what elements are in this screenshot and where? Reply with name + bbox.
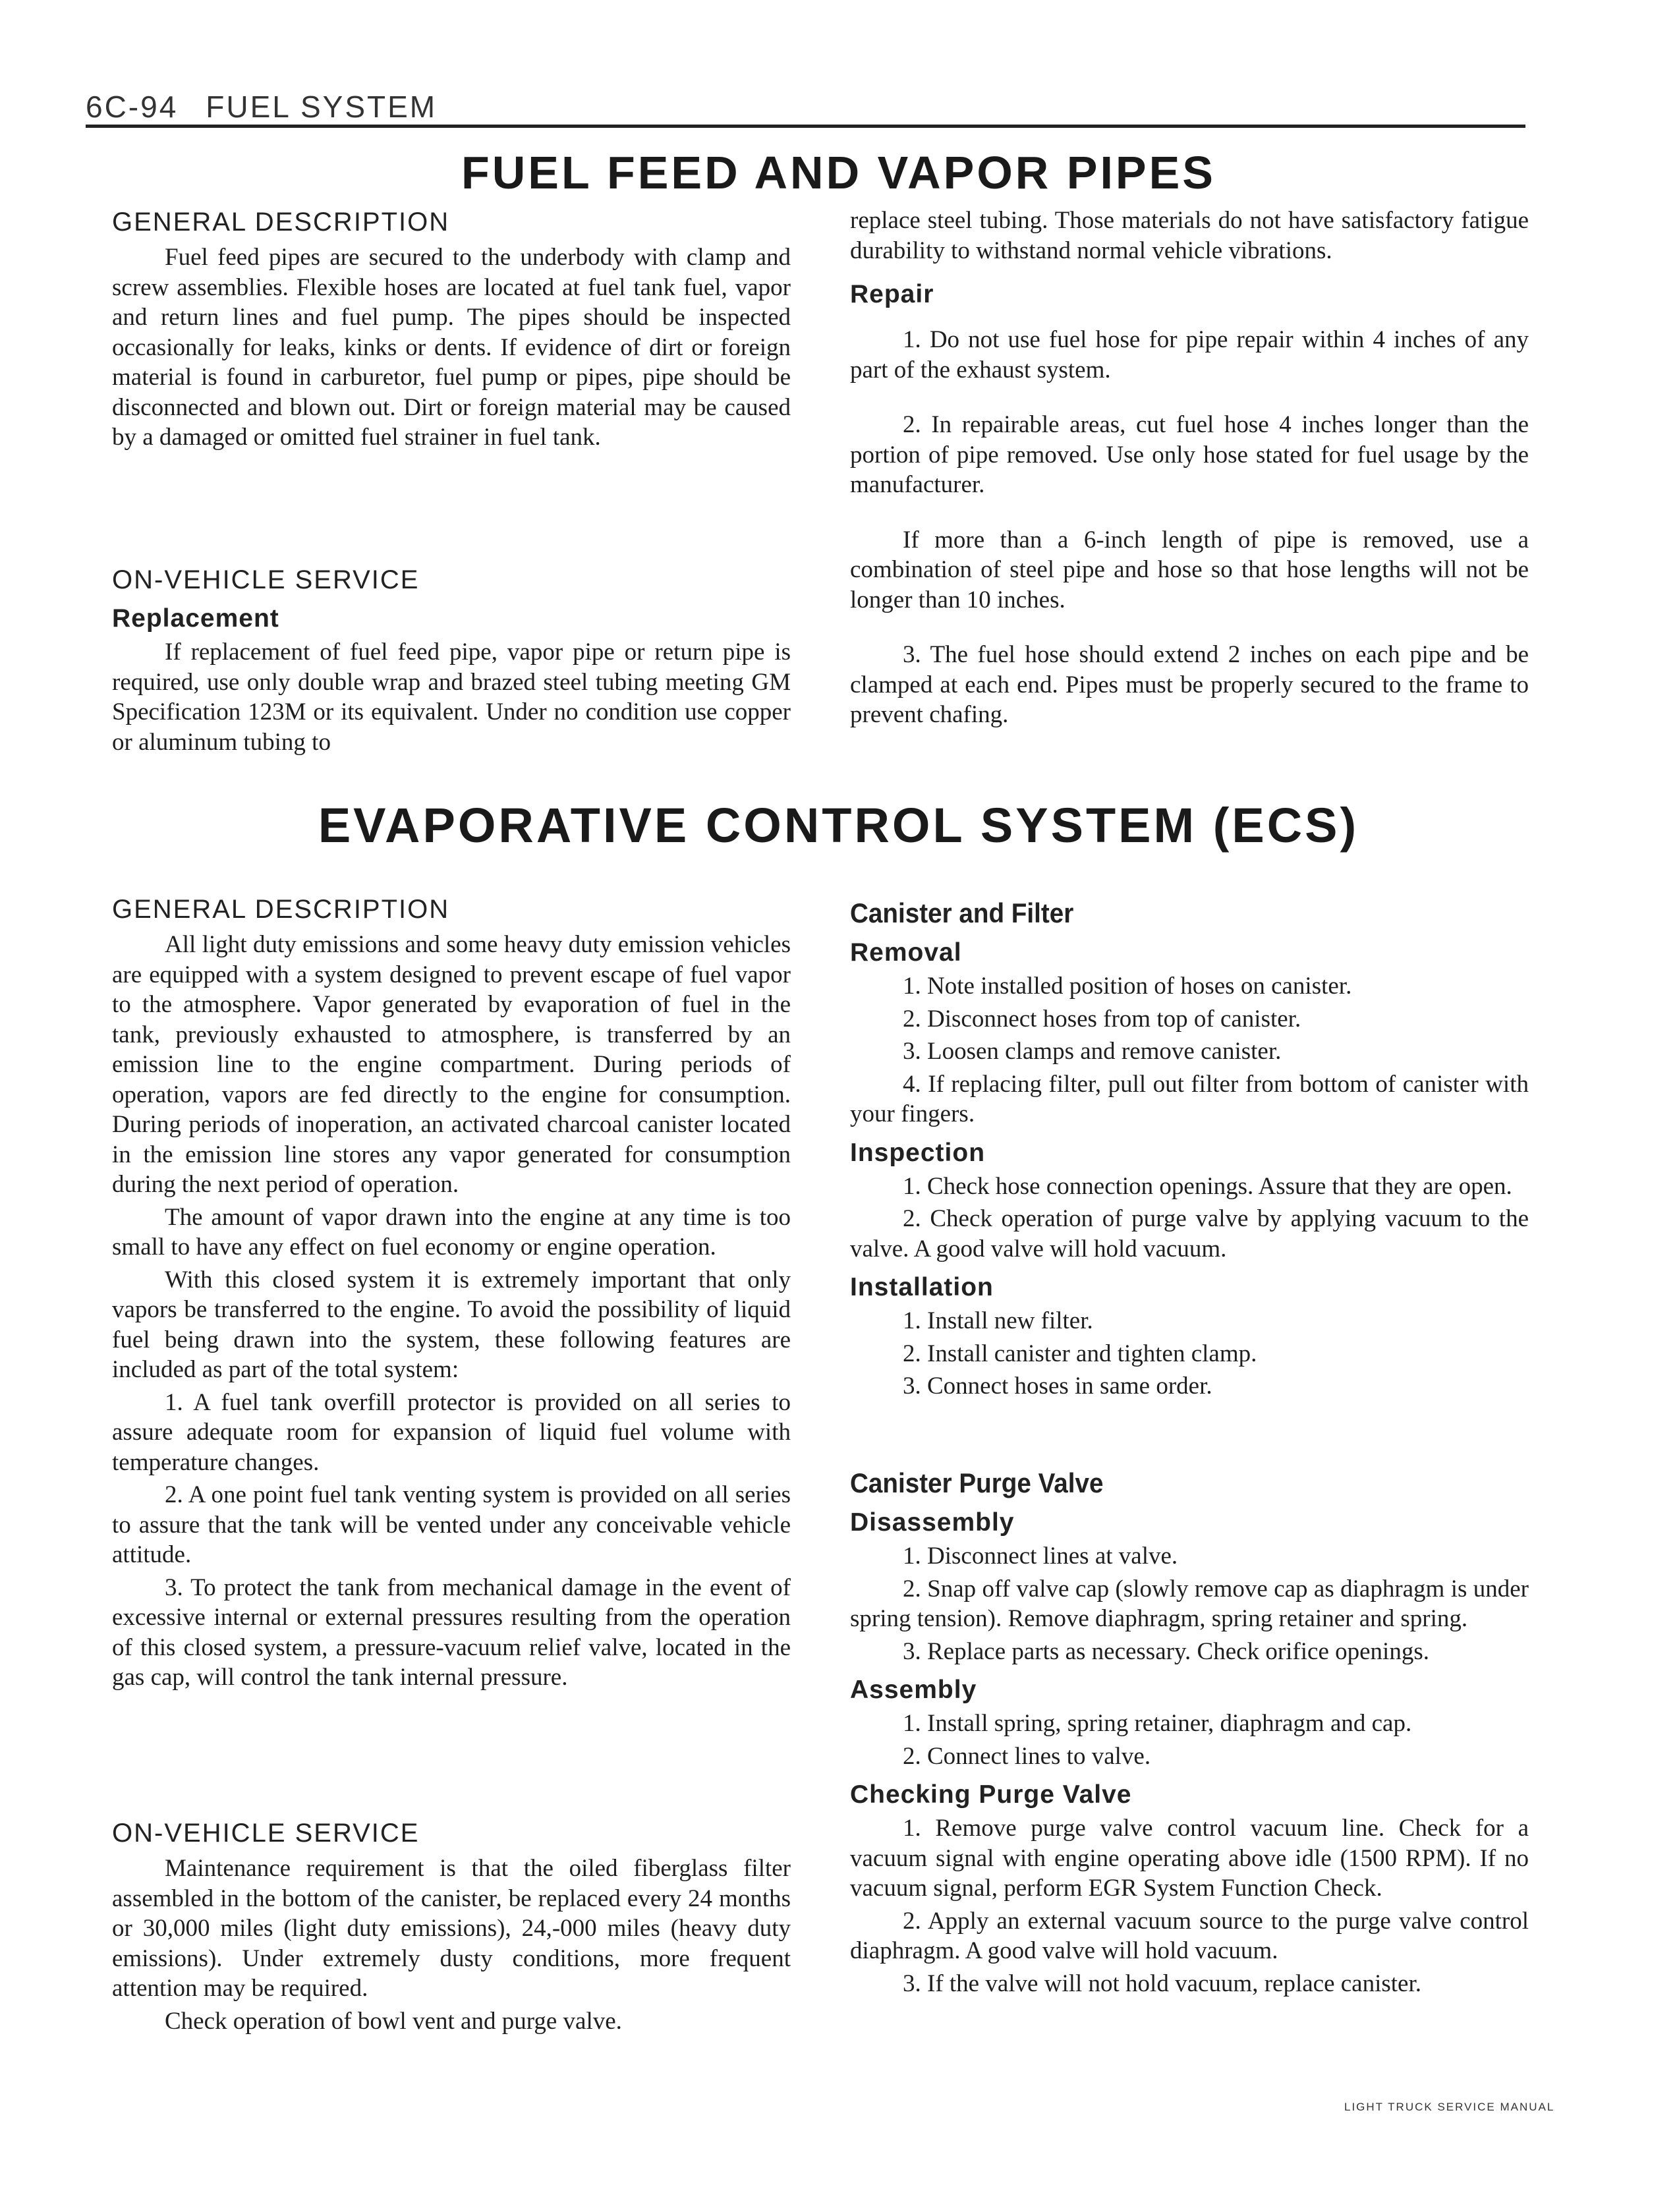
heading-replacement: Replacement	[112, 604, 279, 633]
list-item: 2. A one point fuel tank venting system is provided on all series to assure that the tank will be vented under any conceivable vehicle attitude.	[112, 1481, 791, 1568]
heading-canister-purge-valve: Canister Purge Valve	[850, 1467, 1104, 1498]
s1-left-column	[112, 208, 791, 455]
list-item: 1. Install new filter.	[903, 1307, 1093, 1334]
heading-canister-and-filter: Canister and Filter	[850, 897, 1074, 928]
list-item: 3. Connect hoses in same order.	[903, 1373, 1212, 1400]
list-item: 2. In repairable areas, cut fuel hose 4 inches longer than the portion of pipe removed. Use only hose stated for fuel usage by the manufacturer.	[850, 411, 1529, 498]
heading-installation: Installation	[850, 1273, 994, 1301]
list-item: 1. Disconnect lines at valve.	[903, 1543, 1178, 1570]
list-item: 1. Do not use fuel hose for pipe repair within 4 inches of any part of the exhaust system.	[850, 326, 1529, 383]
list-item: 1. A fuel tank overfill protector is provided on all series to assure adequate room for expansion of liquid fuel volume with temperature changes.	[112, 1388, 791, 1476]
page-number: 6C-94	[86, 90, 179, 124]
heading-on-vehicle-service: ON-VEHICLE SERVICE	[112, 1819, 420, 1848]
section-name: FUEL SYSTEM	[206, 90, 438, 124]
paragraph: Maintenance requirement is that the oiled fiberglass filter assembled in the bottom of the canister, be replaced every 24 months or 30,000 miles (light duty emissions), 24,-000 miles (heavy duty emissions). Under extremely dusty conditions, more frequent attention may be required.	[112, 1855, 791, 2002]
paragraph: With this closed system it is extremely important that only vapors be transferred to the engine. To avoid the possibility of liquid fuel being drawn into the system, these following features are included as part of the total system:	[112, 1266, 791, 1383]
list-item: 2. Install canister and tighten clamp.	[903, 1340, 1257, 1367]
paragraph: If more than a 6-inch length of pipe is removed, use a combination of steel pipe and hose so that hose lengths will not be longer than 10 inches.	[850, 526, 1529, 613]
paragraph: Fuel feed pipes are secured to the underbody with clamp and screw assemblies. Flexible hoses are located at fuel tank fuel, vapor and return lines and fuel pump. The pipes should be inspected occasionally for leaks, kinks or dents. If evidence of dirt or foreign material is found in carburetor, fuel pump or pipes, pipe should be disconnected and blown out. Dirt or foreign material may be caused by a damaged or omitted fuel strainer in fuel tank.	[112, 244, 791, 451]
list-item: 3. The fuel hose should extend 2 inches on each pipe and be clamped at each end. Pipes must be properly secured to the frame to prevent chafing.	[850, 641, 1529, 728]
section-title-ecs: EVAPORATIVE CONTROL SYSTEM (ECS)	[318, 798, 1359, 853]
paragraph: If replacement of fuel feed pipe, vapor pipe or return pipe is required, use only double wrap and brazed steel tubing meeting GM Specification 123M or its equivalent. Under no condition use copper or aluminum tubing to	[112, 638, 791, 756]
heading-on-vehicle-service: ON-VEHICLE SERVICE	[112, 565, 420, 594]
s2-left-column-service	[112, 1819, 791, 2039]
paragraph: All light duty emissions and some heavy duty emission vehicles are equipped with a system designed to prevent escape of fuel vapor to the atmosphere. Vapor generated by evaporation of fuel in the tank, previously exhausted to atmosphere, is transferred by an emission line to the engine compartment. During periods of operation, vapors are fed directly to the engine for consumption. During periods of inoperation, an activated charcoal canister located in the emission line stores any vapor generated for consumption during the next period of operation.	[112, 931, 791, 1198]
paragraph: Check operation of bowl vent and purge valve.	[165, 2007, 622, 2035]
list-item: 2. Disconnect hoses from top of canister.	[903, 1005, 1301, 1033]
heading-assembly: Assembly	[850, 1676, 977, 1704]
heading-disassembly: Disassembly	[850, 1508, 1015, 1537]
list-item: 1. Remove purge valve control vacuum line. Check for a vacuum signal with engine operating above idle (1500 RPM). If no vacuum signal, perform EGR System Function Check.	[850, 1815, 1529, 1902]
s2-right-column-purge	[850, 1453, 1529, 2001]
section-title-fuel-feed: FUEL FEED AND VAPOR PIPES	[461, 147, 1216, 198]
s1-right-column	[850, 206, 1529, 733]
list-item: 3. If the valve will not hold vacuum, replace canister.	[903, 1970, 1422, 1997]
list-item: 2. Apply an external vacuum source to the purge valve control diaphragm. A good valve will hold vacuum.	[850, 1907, 1529, 1964]
heading-removal: Removal	[850, 938, 962, 967]
list-item: 2. Snap off valve cap (slowly remove cap as diaphragm is under spring tension). Remove diaphragm, spring retainer and spring.	[850, 1575, 1529, 1632]
list-item: 4. If replacing filter, pull out filter from bottom of canister with your fingers.	[850, 1070, 1529, 1127]
paragraph: replace steel tubing. Those materials do not have satisfactory fatigue durability to withstand normal vehicle vibrations.	[850, 207, 1529, 264]
page-header	[86, 89, 465, 125]
list-item: 3. Loosen clamps and remove canister.	[903, 1038, 1282, 1065]
list-item: 1. Install spring, spring retainer, diaphragm and cap.	[903, 1710, 1412, 1737]
footer-manual-title: LIGHT TRUCK SERVICE MANUAL	[1344, 2101, 1555, 2113]
heading-checking-purge-valve: Checking Purge Valve	[850, 1780, 1132, 1809]
heading-inspection: Inspection	[850, 1138, 986, 1167]
paragraph: The amount of vapor drawn into the engine at any time is too small to have any effect on fuel economy or engine operation.	[112, 1203, 791, 1261]
header-rule	[86, 125, 1525, 128]
list-item: 2. Connect lines to valve.	[903, 1742, 1151, 1770]
heading-general-description: GENERAL DESCRIPTION	[112, 208, 450, 237]
s1-left-column-service	[112, 565, 791, 760]
list-item: 3. Replace parts as necessary. Check orifice openings.	[903, 1637, 1429, 1665]
s2-right-column	[850, 883, 1529, 1404]
list-item: 2. Check operation of purge valve by applying vacuum to the valve. A good valve will hold vacuum.	[850, 1205, 1529, 1262]
s2-left-column	[112, 895, 791, 1695]
list-item: 1. Note installed position of hoses on canister.	[903, 973, 1352, 1000]
heading-repair: Repair	[850, 280, 934, 308]
list-item: 1. Check hose connection openings. Assure that they are open.	[903, 1172, 1512, 1200]
heading-general-description: GENERAL DESCRIPTION	[112, 895, 450, 924]
list-item: 3. To protect the tank from mechanical damage in the event of excessive internal or external pressures resulting from the operation of this closed system, a pressure-vacuum relief valve, located in the gas cap, will control the tank internal pressure.	[112, 1574, 791, 1691]
